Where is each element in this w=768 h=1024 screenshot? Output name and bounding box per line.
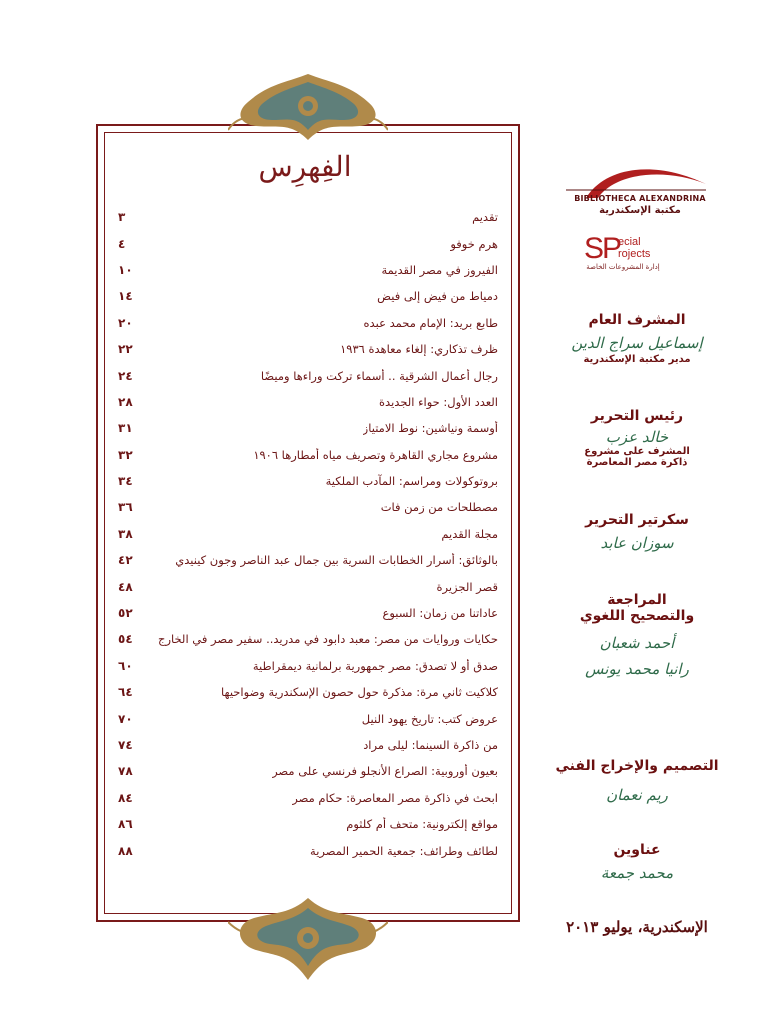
toc-entry xyxy=(118,785,498,811)
toc-entry-page: ٧٤ xyxy=(118,738,133,752)
credit-review xyxy=(534,592,740,678)
credit-role: ذاكرة مصر المعاصرة xyxy=(586,457,688,468)
toc-entry-title: العدد الأول: حواء الجديدة xyxy=(379,394,498,409)
toc-entry-title: عروض كتب: تاريخ يهود النيل xyxy=(361,711,498,726)
toc-entry-title: ابحث في ذاكرة مصر المعاصرة: حكام مصر xyxy=(292,790,498,805)
toc-entry-page: ٣ xyxy=(118,210,126,225)
toc-entry-page: ٧٠ xyxy=(118,711,133,726)
toc-entry-title: صدق أو لا تصدق: مصر جمهورية برلمانية ديمقراطية xyxy=(252,658,498,673)
credit-role: مدير مكتبة الإسكندرية xyxy=(583,354,691,365)
toc-entry xyxy=(118,283,498,309)
bibliotheca-alexandrina-logo xyxy=(550,160,730,218)
toc-entry-page: ٣٢ xyxy=(118,447,133,462)
toc-entry-title: بروتوكولات ومراسم: المآدب الملكية xyxy=(325,474,498,489)
credit-name: إسماعيل سراج الدين xyxy=(571,334,703,352)
toc-entry-title: رجال أعمال الشرقية .. أسماء تركت وراءها وميضًا xyxy=(260,368,498,383)
credit-label: التصميم والإخراج الفني xyxy=(555,758,719,774)
credit-label: المراجعة xyxy=(607,592,667,608)
toc-entry-page: ٣٤ xyxy=(118,474,133,489)
toc-entry-title: الفيروز في مصر القديمة xyxy=(381,262,498,277)
toc-entry-page: ٨٦ xyxy=(118,817,133,832)
credit-general-supervisor xyxy=(534,312,740,365)
toc-entry-title: عاداتنا من زمان: السبوع xyxy=(382,606,498,621)
toc-entry-title: طابع بريد: الإمام محمد عبده xyxy=(363,315,498,330)
toc-entry xyxy=(118,521,498,547)
bottom-ornament-icon xyxy=(228,894,388,984)
toc-entry-page: ٥٤ xyxy=(118,632,133,647)
toc-entry-page: ٢٨ xyxy=(118,394,133,409)
toc-entry xyxy=(118,362,498,388)
toc-entry xyxy=(118,468,498,494)
toc-entry xyxy=(118,310,498,336)
toc-entry xyxy=(118,573,498,599)
sp-ecial: ecial xyxy=(618,236,641,248)
toc-entry-page: ٥٢ xyxy=(118,606,133,621)
toc-entry-title: من ذاكرة السينما: ليلى مراد xyxy=(363,738,498,752)
special-projects-logo xyxy=(578,232,668,276)
toc-entry xyxy=(118,653,498,679)
toc-entry-page: ٤٢ xyxy=(118,553,133,568)
credit-titles xyxy=(534,842,740,882)
sp-rojects: rojects xyxy=(618,248,651,260)
credit-role: المشرف على مشروع xyxy=(584,446,690,457)
logo-arabic-name: مكتبة الإسكندرية xyxy=(599,205,681,216)
toc-entry-page: ٢٢ xyxy=(118,342,133,357)
credit-design xyxy=(534,758,740,804)
toc-entry-page: ٤ xyxy=(118,236,126,251)
toc-entry-page: ٨٨ xyxy=(118,843,133,858)
toc-entry-title: ظرف تذكاري: إلغاء معاهدة ١٩٣٦ xyxy=(340,342,498,357)
credit-label: سكرتير التحرير xyxy=(585,512,689,528)
credit-secretary xyxy=(534,512,740,552)
toc-entry xyxy=(118,837,498,863)
credit-name: خالد عزب xyxy=(605,428,669,446)
toc-entry xyxy=(118,705,498,731)
logo-english-name: BIBLIOTHECA ALEXANDRINA xyxy=(574,194,706,203)
credit-label: والتصحيح اللغوي xyxy=(579,608,695,624)
toc-entry-title: قصر الجزيرة xyxy=(436,579,498,594)
toc-entry xyxy=(118,732,498,758)
toc-entry-page: ٢٠ xyxy=(118,315,133,330)
credit-label: عناوين xyxy=(613,842,661,858)
toc-entry-page: ٣٨ xyxy=(118,526,133,541)
toc-entry-title: مجلة القديم xyxy=(441,526,498,541)
toc-entry xyxy=(118,257,498,283)
toc-entry-page: ٦٠ xyxy=(118,658,133,673)
toc-entry-title: أوسمة ونياشين: نوط الامتياز xyxy=(362,421,498,436)
toc-entry-title: كلاكيت ثاني مرة: مذكرة حول حصون الإسكندرية وضواحيها xyxy=(221,685,498,700)
toc-entry-page: ٦٤ xyxy=(118,685,133,700)
toc-entry xyxy=(118,442,498,468)
credit-name: رانيا محمد يونس xyxy=(585,660,689,678)
sp-letters: SP xyxy=(584,232,621,265)
toc-entry xyxy=(118,204,498,230)
toc-entry-page: ٤٨ xyxy=(118,579,133,594)
toc-entry-page: ٧٨ xyxy=(118,764,133,779)
toc-entry-page: ٨٤ xyxy=(118,790,133,805)
toc-entry xyxy=(118,230,498,256)
toc-entry-title: مصطلحات من زمن فات xyxy=(380,500,498,515)
toc-entry-title: لطائف وطرائف: جمعية الحمير المصرية xyxy=(310,843,498,858)
toc-entry-title: مواقع إلكترونية: متحف أم كلثوم xyxy=(346,817,498,832)
credit-name: سوزان عابد xyxy=(600,534,674,552)
toc-entry-title: بالوثائق: أسرار الخطابات السرية بين جمال عبد الناصر وجون كينيدي xyxy=(175,553,498,568)
toc-entry-page: ١٠ xyxy=(118,262,133,277)
toc-entry xyxy=(118,389,498,415)
toc-entry-page: ٣٦ xyxy=(118,500,133,515)
toc-entry-title: هرم خوفو xyxy=(450,236,498,251)
toc-entry-title: تقديم xyxy=(472,210,498,225)
toc-entry xyxy=(118,547,498,573)
toc-list xyxy=(118,204,498,864)
toc-entry-title: مشروع مجاري القاهرة وتصريف مياه أمطارها ١٩٠٦ xyxy=(253,447,498,462)
footer-date: الإسكندرية، يوليو ٢٠١٣ xyxy=(566,918,708,936)
toc-entry-title: بعيون أوروبية: الصراع الأنجلو فرنسي على مصر xyxy=(272,764,498,779)
top-ornament-icon xyxy=(228,72,388,142)
toc-title: الفِهرِس xyxy=(258,150,352,183)
toc-entry xyxy=(118,758,498,784)
toc-entry-page: ١٤ xyxy=(118,289,133,304)
toc-entry xyxy=(118,494,498,520)
toc-entry xyxy=(118,626,498,652)
toc-entry-title: حكايات وروايات من مصر: معبد دابود في مدريد.. سفير مصر في الخارج xyxy=(158,632,498,647)
toc-entry xyxy=(118,600,498,626)
credit-label: المشرف العام xyxy=(588,312,686,328)
toc-entry-page: ٢٤ xyxy=(118,368,133,383)
sp-arabic: إدارة المشروعات الخاصة xyxy=(586,263,660,271)
toc-entry xyxy=(118,415,498,441)
credit-name: ريم نعمان xyxy=(606,786,668,804)
toc-entry xyxy=(118,679,498,705)
credit-label: رئيس التحرير xyxy=(590,408,684,424)
credit-name: أحمد شعبان xyxy=(599,634,675,652)
credit-editor-in-chief xyxy=(534,408,740,468)
toc-entry-title: دمياط من فيض إلى فيض xyxy=(377,289,498,304)
credit-name: محمد جمعة xyxy=(600,864,674,882)
toc-entry xyxy=(118,811,498,837)
toc-entry xyxy=(118,336,498,362)
toc-entry-page: ٣١ xyxy=(118,421,133,436)
